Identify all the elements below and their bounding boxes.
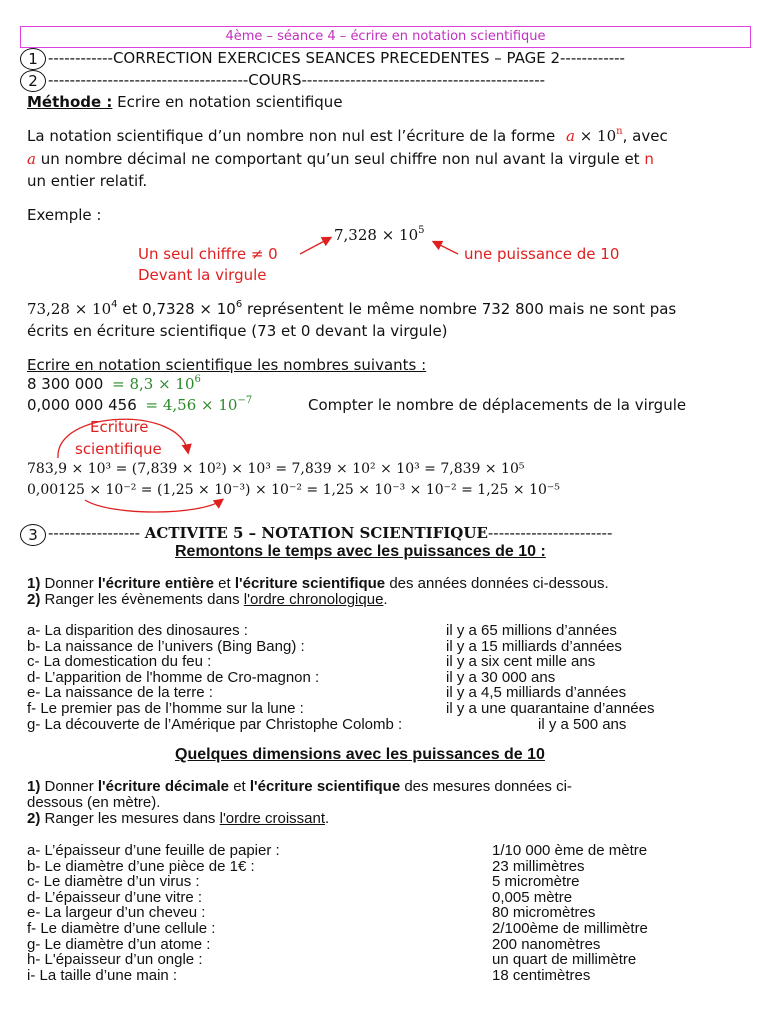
event-label: g- La découverte de l’Amérique par Christophe Colomb : bbox=[27, 715, 403, 733]
exercise-row-2-note: Compter le nombre de déplacements de la virgule bbox=[308, 396, 687, 414]
example-mantissa: 7,328 × 10 bbox=[334, 226, 419, 244]
calc-line-2: 0,00125 × 10⁻² = (1,25 × 10⁻³) × 10⁻² = 1,25 × 10⁻³ × 10⁻² = 1,25 × 10⁻⁵ bbox=[27, 482, 560, 498]
measure-value: 2/100ème de millimètre bbox=[492, 920, 648, 937]
event-label: e- La naissance de la terre : bbox=[27, 684, 213, 702]
activity-2-q1-line2: dessous (en mètre). bbox=[27, 794, 161, 811]
activity-2-subtitle-text: Quelques dimensions avec les puissances de 10 bbox=[175, 746, 545, 763]
activity-1-q2-num: 2) bbox=[27, 591, 41, 608]
remark-b: et 0,7328 × 10 bbox=[117, 300, 236, 318]
activity-2-q1-num: 1) bbox=[27, 778, 41, 795]
activity-2-q1-b: l'écriture décimale bbox=[97, 778, 230, 795]
example-label: Exemple : bbox=[27, 206, 102, 224]
activity-1-q1-e: des années données ci-dessous. bbox=[385, 575, 609, 592]
measure-label: b- Le diamètre d’une pièce de 1€ : bbox=[27, 857, 255, 875]
activity-2-q2-num: 2) bbox=[27, 810, 41, 827]
measure-label: a- L’épaisseur d’une feuille de papier : bbox=[27, 842, 280, 859]
section-1-heading: ------------CORRECTION EXERCICES SEANCES PRECEDENTES – PAGE 2------------ bbox=[48, 49, 625, 67]
exercise-title-text: Ecrire en notation scientifique les nombres suivants : bbox=[27, 356, 427, 374]
curve-label-2: scientifique bbox=[75, 440, 162, 458]
activity-1-q2-b: l'ordre chronologique bbox=[243, 591, 384, 608]
section-3-heading bbox=[48, 524, 612, 542]
activity-1-q1-num: 1) bbox=[27, 575, 41, 592]
section-3-dashes-left: ----------------- bbox=[48, 524, 141, 542]
activity-1-subtitle-text: Remontons le temps avec les puissances de 10 : bbox=[175, 543, 546, 560]
activity-2-q1-c: et bbox=[229, 778, 250, 795]
curve-arrow-top bbox=[58, 419, 188, 458]
remark-a-exp: 4 bbox=[111, 299, 118, 310]
measure-label: i- La taille d’une main : bbox=[27, 966, 178, 984]
definition-end-1: , avec bbox=[622, 127, 668, 145]
activity-2-subtitle bbox=[175, 746, 545, 764]
section-number-3: 3 bbox=[20, 524, 46, 546]
remark-line-2: écrits en écriture scientifique (73 et 0 devant la virgule) bbox=[27, 322, 448, 340]
measure-label: f- Le diamètre d’une cellule : bbox=[27, 920, 216, 937]
example-note-right: une puissance de 10 bbox=[464, 245, 620, 263]
activity-1-q1-d: l'écriture scientifique bbox=[234, 575, 386, 592]
activity-1-q2 bbox=[27, 591, 388, 608]
remark-b-exp: 6 bbox=[235, 299, 243, 310]
activity-1-q2-a: Ranger les évènements dans bbox=[40, 591, 244, 608]
curve-label-1: Ecriture bbox=[90, 418, 149, 436]
event-value: il y a 500 ans bbox=[538, 715, 627, 733]
exercise-row-2-exp: −7 bbox=[237, 395, 253, 406]
activity-1-q1-c: et bbox=[214, 575, 235, 592]
measure-value: 200 nanomètres bbox=[492, 935, 601, 953]
definition-n: n bbox=[644, 150, 654, 168]
exercise-row-1-right: = 8,3 × 10 bbox=[112, 375, 195, 393]
section-3-title: ACTIVITE 5 – NOTATION SCIENTIFIQUE bbox=[144, 524, 488, 542]
formula-a: a bbox=[565, 127, 575, 145]
measure-value: 80 micromètres bbox=[492, 904, 596, 922]
section-number-2: 2 bbox=[20, 70, 46, 92]
exercise-row-2-right: = 4,56 × 10 bbox=[145, 396, 238, 414]
calc-line-1: 783,9 × 10³ = (7,839 × 10²) × 10³ = 7,839 × 10² × 10³ = 7,839 × 10⁵ bbox=[27, 461, 525, 477]
exercise-row-1-exp: 6 bbox=[194, 374, 201, 385]
section-number-1: 1 bbox=[20, 48, 46, 70]
activity-2-q2 bbox=[27, 810, 329, 827]
event-value: il y a 65 millions d’années bbox=[446, 622, 617, 639]
method-label: Méthode : bbox=[27, 93, 113, 111]
measure-value: 1/10 000 ème de mètre bbox=[492, 842, 648, 859]
event-label: c- La domestication du feu : bbox=[27, 653, 212, 671]
remark-a: 73,28 × 10 bbox=[27, 300, 112, 318]
activity-1-subtitle bbox=[175, 543, 546, 561]
event-label: d- L’apparition de l'homme de Cro-magnon : bbox=[27, 668, 320, 686]
event-label: a- La disparition des dinosaures : bbox=[27, 622, 248, 639]
activity-2-q2-a: Ranger les mesures dans bbox=[40, 810, 220, 827]
event-value: il y a 4,5 milliards d’années bbox=[446, 684, 627, 702]
page-header: 4ème – séance 4 – écrire en notation scientifique bbox=[20, 26, 751, 48]
activity-2-q1 bbox=[27, 778, 572, 795]
activity-2-q1-a: Donner bbox=[40, 778, 98, 795]
definition-text-1: La notation scientifique d’un nombre non nul est l’écriture de la forme bbox=[27, 127, 556, 145]
remark-c: représentent le même nombre 732 800 mais ne sont pas bbox=[242, 300, 677, 318]
event-value: il y a 30 000 ans bbox=[446, 668, 556, 686]
event-value: il y a 15 milliards d’années bbox=[446, 637, 622, 655]
measure-value: 5 micromètre bbox=[492, 873, 580, 891]
measure-label: d- L’épaisseur d’une vitre : bbox=[27, 888, 203, 906]
measure-label: h- L'épaisseur d’un ongle : bbox=[27, 951, 203, 969]
section-2-heading: -------------------------------------COURS--------------------------------------------- bbox=[48, 71, 546, 89]
activity-1-q2-c: . bbox=[383, 591, 388, 608]
activity-2-q2-b: l'ordre croissant bbox=[219, 810, 326, 827]
event-value: il y a une quarantaine d’années bbox=[446, 700, 655, 717]
example-note-left-1: Un seul chiffre ≠ 0 bbox=[138, 245, 278, 263]
measure-value: un quart de millimètre bbox=[492, 951, 637, 969]
definition-a: a bbox=[27, 150, 36, 168]
exercise-row-1-left: 8 300 000 bbox=[27, 375, 104, 393]
exercise-row-2-left: 0,000 000 456 bbox=[27, 396, 137, 414]
curve-arrow-bottom bbox=[85, 500, 222, 512]
example-note-left-2: Devant la virgule bbox=[138, 266, 267, 284]
event-label: b- La naissance de l’univers (Bing Bang) : bbox=[27, 637, 305, 655]
measure-label: e- La largeur d’un cheveu : bbox=[27, 904, 206, 922]
measure-label: c- Le diamètre d’un virus : bbox=[27, 873, 200, 891]
activity-1-q1-b: l'écriture entière bbox=[97, 575, 215, 592]
example-exponent: 5 bbox=[418, 225, 425, 236]
definition-line-3: un entier relatif. bbox=[27, 172, 148, 190]
definition-text-2: un nombre décimal ne comportant qu’un seul chiffre non nul avant la virgule et bbox=[40, 150, 640, 168]
formula-n: n bbox=[616, 126, 623, 137]
activity-2-q1-d: l'écriture scientifique bbox=[249, 778, 401, 795]
formula-times: × 10 bbox=[579, 127, 617, 145]
event-label: f- Le premier pas de l’homme sur la lune : bbox=[27, 700, 304, 717]
activity-1-q1 bbox=[27, 575, 609, 592]
measure-value: 0,005 mètre bbox=[492, 888, 573, 906]
event-value: il y a six cent mille ans bbox=[446, 653, 596, 671]
measure-value: 18 centimètres bbox=[492, 966, 591, 984]
section-3-dashes-right: ----------------------- bbox=[487, 524, 613, 542]
activity-2-q1-e: des mesures données ci- bbox=[400, 778, 572, 795]
measure-value: 23 millimètres bbox=[492, 857, 585, 875]
method-title: Ecrire en notation scientifique bbox=[117, 93, 343, 111]
activity-2-q2-c: . bbox=[325, 810, 330, 827]
activity-1-q1-a: Donner bbox=[40, 575, 98, 592]
measure-label: g- Le diamètre d’un atome : bbox=[27, 935, 211, 953]
